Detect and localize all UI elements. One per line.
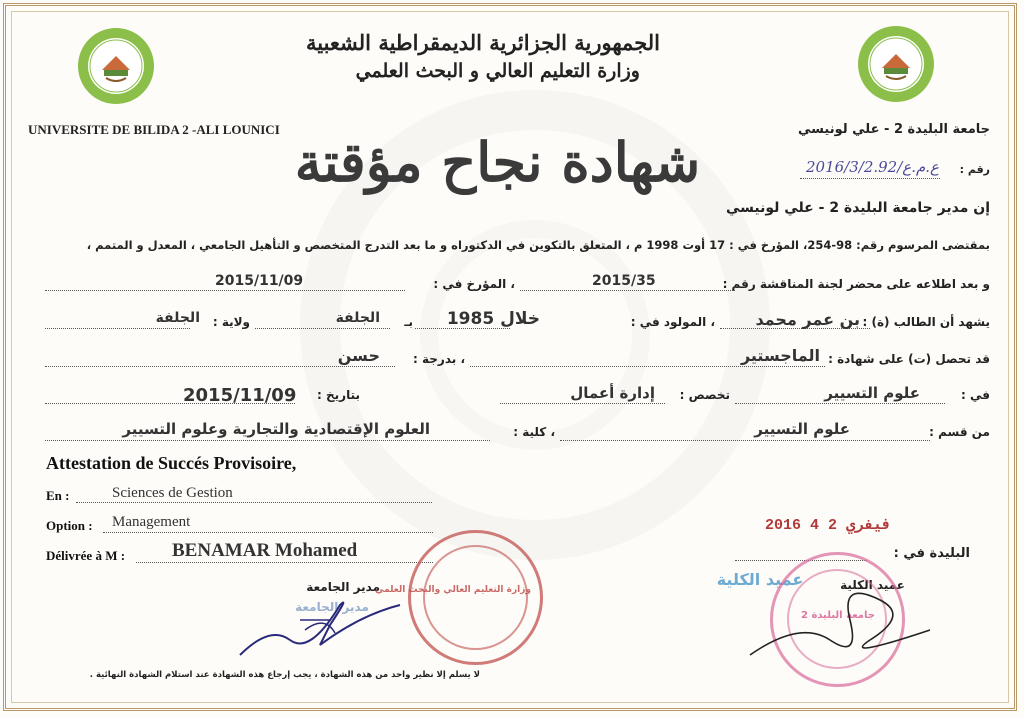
certificate-title: شهادة نجاح مؤقتة: [294, 130, 701, 194]
university-seal-right-icon: [856, 24, 936, 104]
student-label: يشهد أن الطالب (ة) :: [862, 315, 990, 329]
en-value: Sciences de Gestion: [112, 485, 233, 501]
rector-name-stamp: مدير الجامعة: [295, 600, 369, 614]
field-dots: [735, 403, 945, 404]
grade-dots: [45, 366, 395, 367]
minutes-number-dots: [520, 290, 735, 291]
option-value: Management: [112, 514, 191, 530]
faculty-label: ، كلية :: [513, 425, 555, 439]
minutes-date-label: ، المؤرخ في :: [433, 277, 515, 291]
ministry-stamp-text: وزارة التعليم العالي والبحث العلمي: [374, 585, 531, 595]
field-label: في :: [961, 388, 990, 402]
faculty-dots: [45, 440, 490, 441]
minutes-date-dots: [45, 290, 405, 291]
faculty-stamp-text: جامعة البليدة 2: [801, 610, 875, 621]
en-dots: [76, 502, 432, 503]
degree-dots: [470, 366, 825, 367]
issue-city-label: البليدة في :: [893, 546, 970, 561]
field-value: علوم التسيير: [824, 384, 920, 402]
state-value: الجلفة: [155, 310, 200, 326]
university-name-ar: جامعة البليدة 2 - علي لونيسي: [798, 122, 990, 137]
french-heading: Attestation de Succés Provisoire,: [46, 453, 297, 473]
reference-dots: [800, 178, 940, 179]
department-value: علوم التسيير: [754, 420, 850, 438]
defense-date: 2015/11/09: [183, 385, 297, 406]
faculty-value: العلوم الإقتصادية والتجارية وعلوم التسيير: [122, 420, 430, 438]
university-name-fr: UNIVERSITE DE BILIDA 2 -ALI LOUNICI: [28, 122, 280, 137]
option-dots: [103, 532, 433, 533]
minutes-number: 2015/35: [592, 273, 656, 289]
en-label: En :: [46, 488, 70, 503]
rector-signature-icon: [230, 585, 410, 665]
place-label: بـ: [404, 315, 413, 329]
specialty-label: تخصص :: [679, 388, 730, 402]
date-label: بتاريخ :: [317, 388, 360, 402]
dean-label: عميد الكلية: [840, 578, 905, 592]
department-label: من قسم :: [929, 425, 990, 439]
specialty-dots: [500, 403, 665, 404]
birth-label: ، المولود في :: [630, 315, 715, 329]
delivered-dots: [136, 562, 433, 563]
dean-signature-icon: [740, 560, 940, 670]
university-seal-left-icon: [76, 26, 156, 106]
grade-value: حسن: [337, 346, 380, 365]
place-value: الجلفة: [335, 310, 380, 326]
place-dots: [255, 328, 390, 329]
student-name: بن عمر محمد: [755, 310, 860, 329]
minutes-label: و بعد اطلاعه على محضر لجنة المناقشة رقم :: [722, 277, 990, 291]
state-label: ولاية :: [212, 315, 250, 329]
option-label: Option :: [46, 518, 93, 533]
republic-heading: الجمهورية الجزائرية الديمقراطية الشعبية: [305, 30, 660, 55]
reference-label: رقم :: [959, 163, 990, 176]
watermark-inner-ring: [420, 220, 650, 450]
ministry-heading: وزارة التعليم العالي و البحث العلمي: [355, 60, 640, 82]
degree-value: الماجستير: [740, 346, 820, 365]
minutes-date: 2015/11/09: [215, 273, 304, 289]
reference-value: 2016/ع.م.ع/3/2.92: [806, 158, 940, 176]
state-dots: [45, 328, 190, 329]
degree-label: قد تحصل (ت) على شهادة :: [828, 352, 990, 366]
birth-year: خلال 1985: [446, 309, 540, 329]
ministry-stamp: [374, 530, 543, 665]
issue-date-stamp: 2016 فيفري 2 4: [765, 517, 892, 534]
delivered-value: BENAMAR Mohamed: [172, 540, 358, 561]
rector-label: مدير الجامعة: [306, 580, 380, 594]
delivered-label: Délivrée à M :: [46, 548, 126, 563]
decree-line: بمقتضى المرسوم رقم: 98-254، المؤرخ في : 17 أوت 1998 م ، المتعلق بالتكوين في الدكتوراه و ما بعد التدرج المتخصص و التأهيل الجامعي ، المعدل و المتمم ،: [86, 238, 990, 252]
grade-label: ، بدرجة :: [413, 352, 465, 366]
intro-line: إن مدير جامعة البليدة 2 - علي لونيسي: [726, 200, 990, 216]
dean-title-stamp: عميد الكلية: [716, 570, 804, 589]
department-dots: [560, 440, 930, 441]
specialty-value: إدارة أعمال: [570, 384, 655, 402]
footer-note: لا يسلم إلا نظير واحد من هذه الشهادة ، يجب إرجاع هذه الشهادة عند استلام الشهادة النهائية .: [89, 670, 480, 680]
